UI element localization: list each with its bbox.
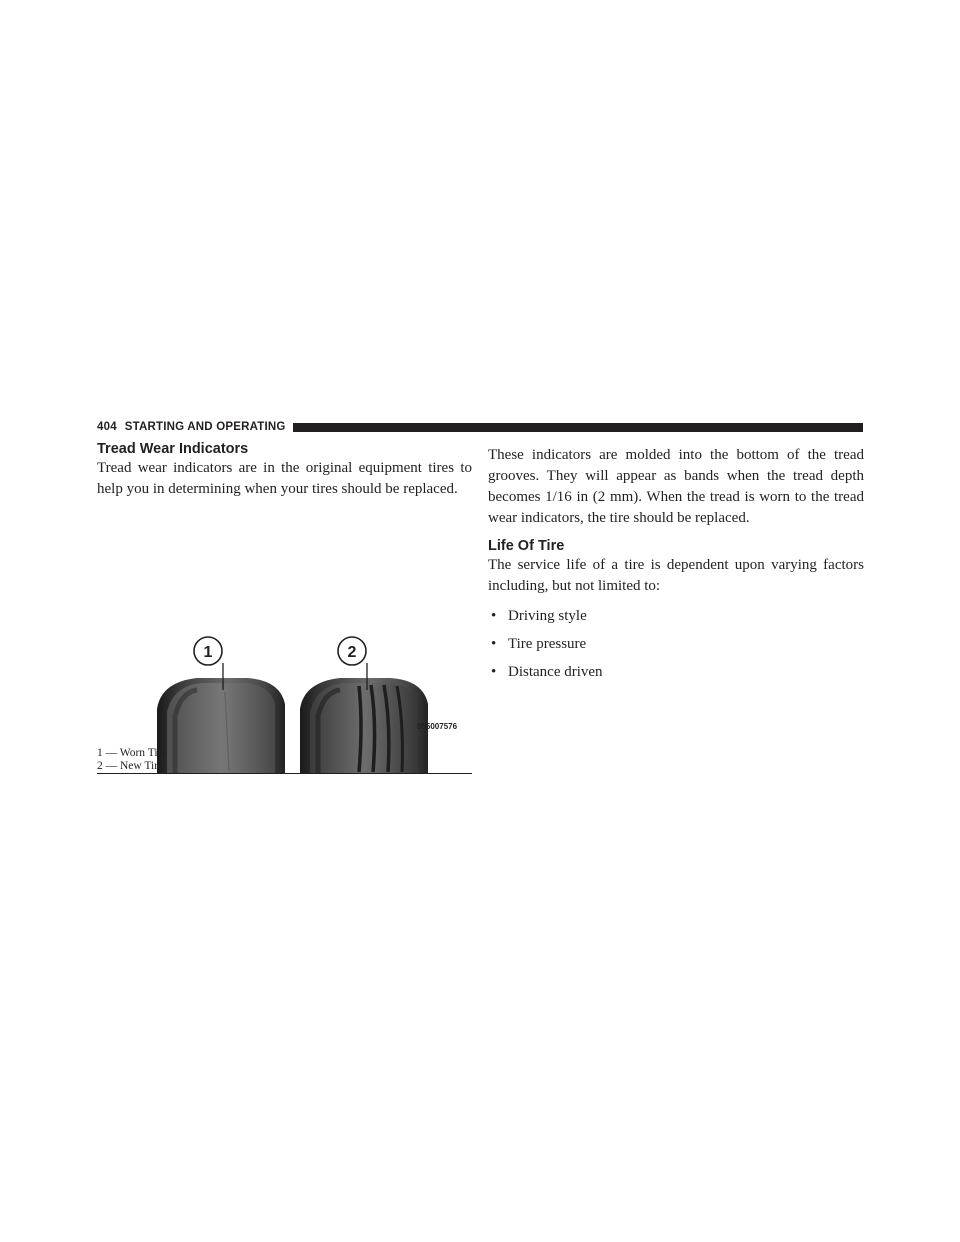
header-rule [293,423,863,432]
callout-2-label: 2 [347,644,357,661]
heading-tread-wear-indicators: Tread Wear Indicators [97,441,249,457]
life-of-tire-paragraph: The service life of a tire is dependent upon varying factors including, but not limited to: [488,557,864,594]
list-item: • Tire pressure [491,636,587,652]
tread-wear-paragraph: Tread wear indicators are in the original equipment tires to help you in determining when your tires should be replaced. [97,460,472,497]
caption-worn-tire: 1 — Worn Tire [97,747,167,759]
figure-captions [97,747,472,774]
list-item-text: Tire pressure [508,636,587,652]
tire-illustration [97,534,472,774]
callout-1-label: 1 [203,644,213,661]
list-item-text: Distance driven [508,664,603,680]
heading-life-of-tire: Life Of Tire [488,538,565,554]
left-column [97,441,472,774]
page-header [97,420,863,434]
caption-new-tire: 2 — New Tire [97,759,164,772]
tire-figure [97,534,472,774]
right-column [488,445,864,690]
indicators-paragraph: These indicators are molded into the bottom of the tread grooves. They will appear as bands when the tread depth becomes 1/16 in (2 mm). When the tread is worn to the tread wear indicators, the tire should be replaced. [488,447,864,526]
factor-list [488,606,864,682]
list-item: • Distance driven [491,664,603,680]
page-number: 404 [97,421,117,433]
section-title: STARTING AND OPERATING [124,421,286,433]
list-item: • Driving style [491,608,587,624]
figure-id: 055007576 [417,722,458,731]
list-item-text: Driving style [508,608,587,624]
